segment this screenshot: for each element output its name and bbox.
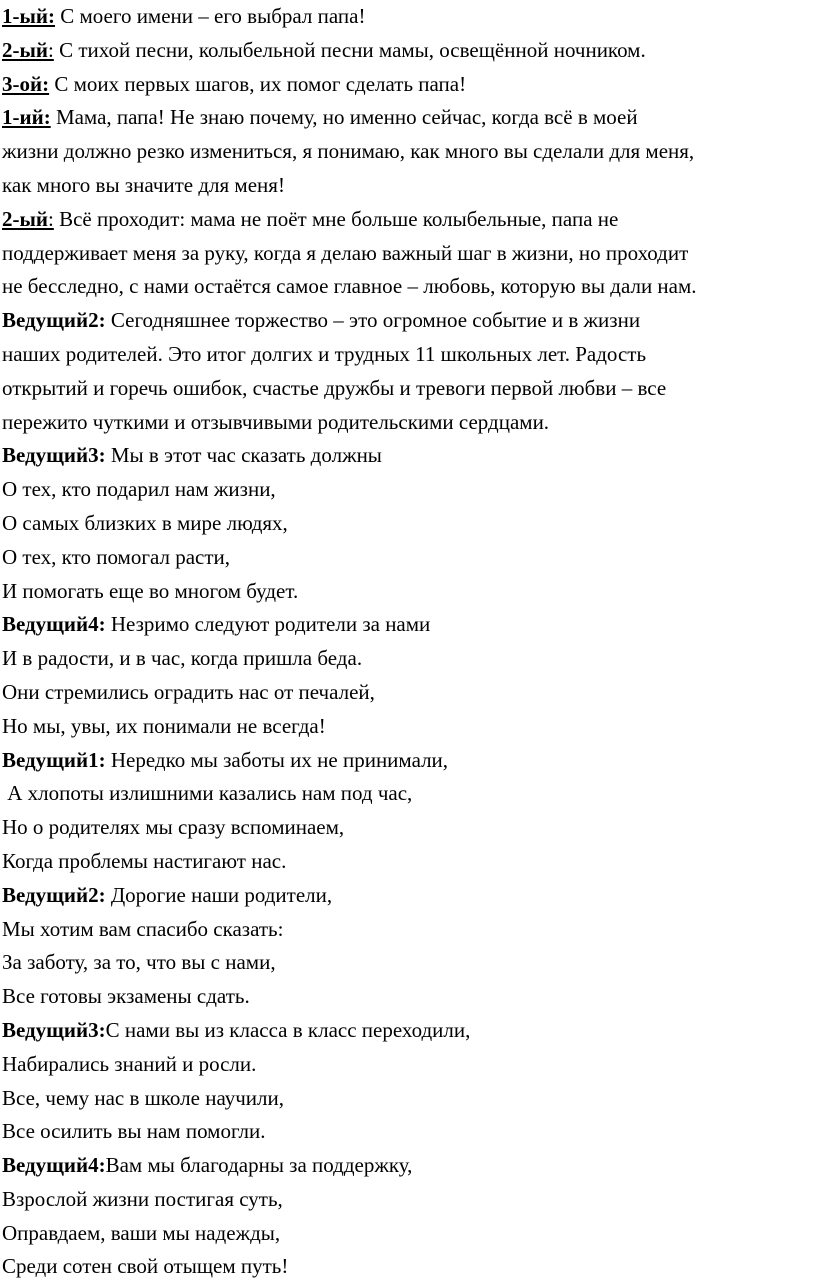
line-5-3: не бесследно, с нами остаётся самое главное – любовь, которую вы дали нам. [2,274,697,299]
line-4-3: как много вы значите для меня! [2,172,285,197]
line-11-1 [2,1014,814,1048]
speaker-label: 1-ий: [2,105,51,130]
speaker-label: Ведущий2: [2,308,106,333]
line-text: С моего имени – его выбрал папа! [54,4,366,28]
line-9-2: А хлопоты излишними казались нам под час, [2,781,413,806]
line-12-2: Взрослой жизни постигая суть, [2,1186,283,1211]
speaker-colon: : [48,206,54,231]
line-11-2: Набирались знаний и росли. [2,1051,257,1076]
line-1-1 [2,0,814,34]
line-7-4: О тех, кто помогал расти, [2,544,230,569]
line-text: Вам мы благодарны за поддержку, [105,1153,413,1178]
line-text: Незримо следуют родители за нами [105,612,431,637]
line-3-1 [2,68,814,102]
line-12-1 [2,1149,814,1183]
line-8-2: И в радости, и в час, когда пришла беда. [2,646,363,671]
speaker-label: Ведущий4: [2,612,106,637]
line-10-4: Все готовы экзамены сдать. [2,984,250,1009]
speaker-label: 3-ой: [2,71,50,96]
line-5-1 [2,203,814,237]
speaker-label: Ведущий2: [2,882,106,907]
line-10-1 [2,879,814,913]
line-4-1 [2,101,814,135]
line-12-4: Среди сотен свой отыщем путь! [2,1254,289,1279]
line-7-5: И помогать еще во многом будет. [2,578,299,603]
document-page [2,0,814,1284]
line-4-2: жизни должно резко измениться, я понимаю, как много вы сделали для меня, [2,139,695,164]
speaker-label: Ведущий3: [2,1017,106,1042]
line-10-3: За заботу, за то, что вы с нами, [2,950,276,975]
line-8-3: Они стремились оградить нас от печалей, [2,679,375,704]
line-9-4: Когда проблемы настигают нас. [2,848,287,873]
line-text: С тихой песни, колыбельной песни мамы, освещённой ночником. [53,37,646,62]
line-6-3: открытий и горечь ошибок, счастье дружбы и тревоги первой любви – все [2,375,667,400]
speaker-colon: : [48,37,54,62]
speaker-label: Ведущий4: [2,1153,106,1178]
line-9-3: Но о родителях мы сразу вспоминаем, [2,815,345,840]
line-6-4: пережито чуткими и отзывчивыми родительскими сердцами. [2,409,550,434]
line-text: С нами вы из класса в класс переходили, [105,1017,471,1042]
line-text: С моих первых шагов, их помог сделать папа! [49,71,467,96]
line-11-3: Все, чему нас в школе научили, [2,1085,284,1110]
line-5-2: поддерживает меня за руку, когда я делаю важный шаг в жизни, но проходит [2,240,689,265]
speaker-label: 1-ый: [2,4,55,28]
line-text: Всё проходит: мама не поёт мне больше колыбельные, папа не [53,206,619,231]
speaker-label: Ведущий1: [2,747,106,772]
speaker-label: 2-ый [2,206,48,231]
line-8-4: Но мы, увы, их понимали не всегда! [2,713,326,738]
line-8-1 [2,608,814,642]
line-7-3: О самых близких в мире людях, [2,510,288,535]
line-9-1 [2,744,814,778]
line-11-4: Все осилить вы нам помогли. [2,1119,266,1144]
line-6-2: наших родителей. Это итог долгих и трудных 11 школьных лет. Радость [2,341,647,366]
line-text: Дорогие наши родители, [105,882,333,907]
line-10-2: Мы хотим вам спасибо сказать: [2,916,284,941]
line-text: Сегодняшнее торжество – это огромное событие и в жизни [105,308,641,333]
line-2-1 [2,34,814,68]
speaker-label: 2-ый [2,37,48,62]
line-text: Мы в этот час сказать должны [105,443,382,468]
line-7-2: О тех, кто подарил нам жизни, [2,477,276,502]
line-12-3: Оправдаем, ваши мы надежды, [2,1220,281,1245]
line-text: Мама, папа! Не знаю почему, но именно сейчас, когда всё в моей [50,105,638,130]
speaker-label: Ведущий3: [2,443,106,468]
line-text: Нередко мы заботы их не принимали, [105,747,449,772]
line-6-1 [2,304,814,338]
line-7-1 [2,439,814,473]
